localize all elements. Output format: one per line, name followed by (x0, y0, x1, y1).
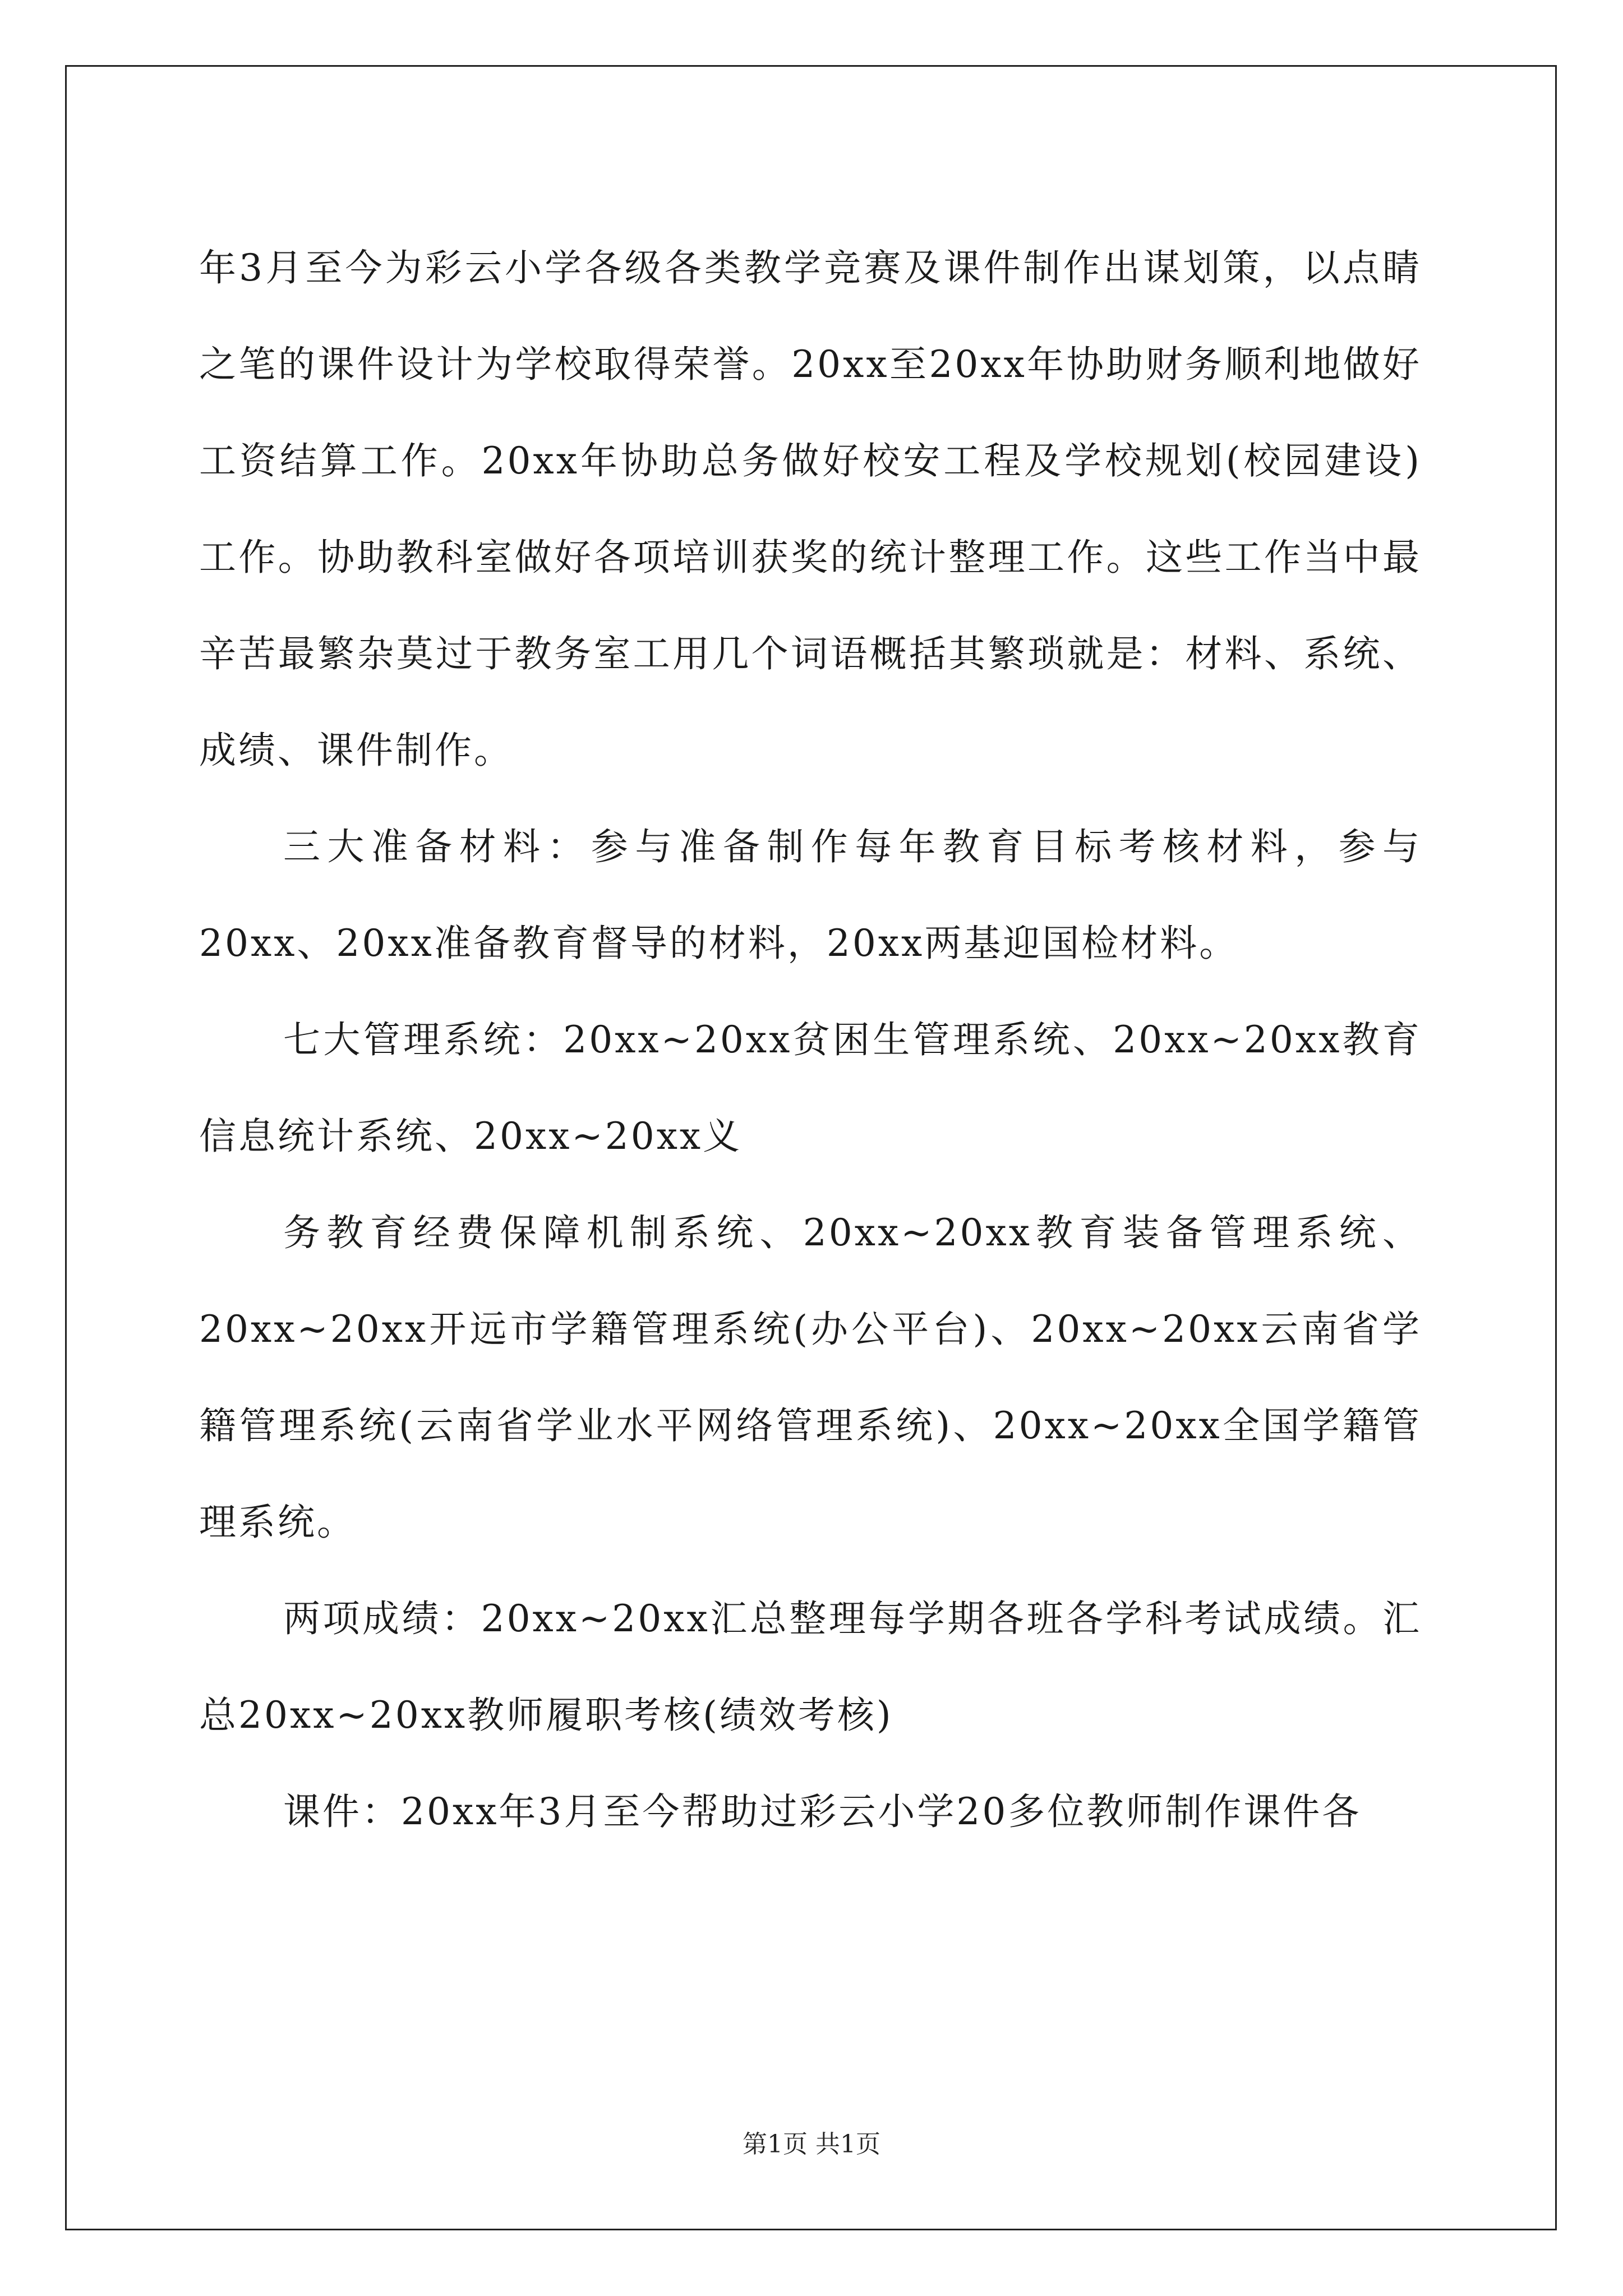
paragraph-3: 七大管理系统：20xx~20xx贫困生管理系统、20xx~20xx教育信息统计系统、20xx~20xx义 (199, 1018, 1422, 1158)
document-body (199, 220, 1422, 1860)
paragraph-6: 课件：20xx年3月至今帮助过彩云小学20多位教师制作课件各 (283, 1790, 1362, 1833)
paragraph-5: 两项成绩：20xx~20xx汇总整理每学期各班各学科考试成绩。汇总20xx~20xx教师履职考核(绩效考核) (199, 1597, 1422, 1737)
paragraph-1: 年3月至今为彩云小学各级各类教学竞赛及课件制作出谋划策，以点睛之笔的课件设计为学校取得荣誉。20xx至20xx年协助财务顺利地做好工资结算工作。20xx年协助总务做好校安工程及学校规划(校园建设)工作。协助教科室做好各项培训获奖的统计整理工作。这些工作当中最辛苦最繁杂莫过于教务室工用几个词语概括其繁琐就是：材料、系统、成绩、课件制作。 (199, 246, 1422, 772)
paragraph-4: 务教育经费保障机制系统、20xx~20xx教育装备管理系统、20xx~20xx开远市学籍管理系统(办公平台)、20xx~20xx云南省学籍管理系统(云南省学业水平网络管理系统)、20xx~20xx全国学籍管理系统。 (199, 1211, 1422, 1544)
page-number-footer: 第1页 共1页 (743, 2130, 880, 2159)
paragraph-2: 三大准备材料：参与准备制作每年教育目标考核材料，参与20xx、20xx准备教育督导的材料，20xx两基迎国检材料。 (199, 825, 1422, 965)
